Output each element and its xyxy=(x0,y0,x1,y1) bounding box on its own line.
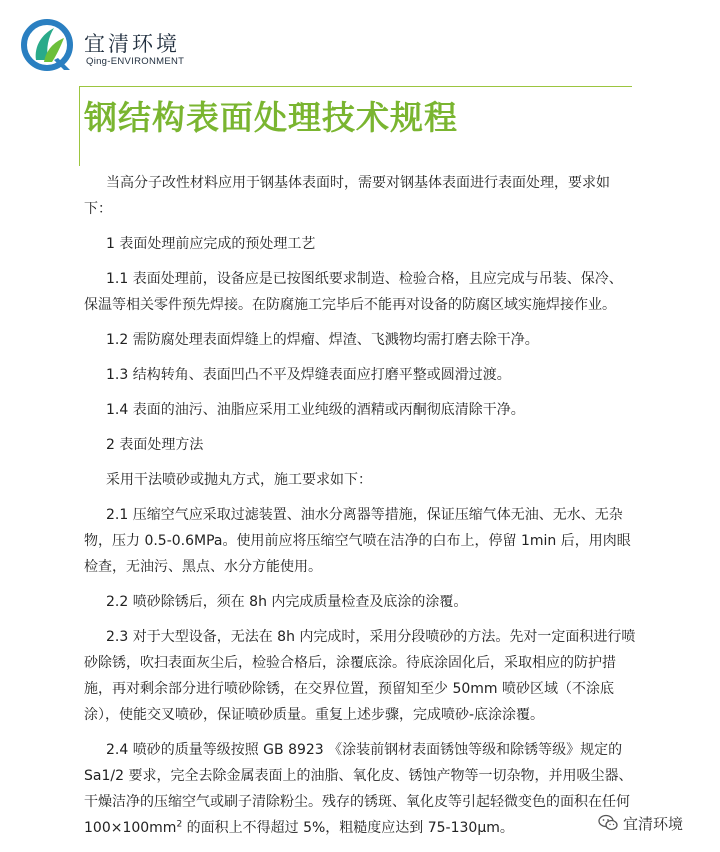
paragraph-text: 的面积上不得超过 5%，粗糙度应达到 75-130μm。 xyxy=(182,820,514,836)
paragraph: 2 表面处理方法 xyxy=(106,437,204,453)
paragraph-last xyxy=(84,737,636,841)
document-body xyxy=(84,170,636,850)
wechat-icon xyxy=(598,814,618,832)
brand-logo xyxy=(18,16,208,76)
paragraph: 采用干法喷砂或抛丸方式，施工要求如下： xyxy=(106,472,372,488)
paragraph: 2.1 压缩空气应采取过滤装置、油水分离器等措施，保证压缩气体无油、无水、无杂物，压力 0.5-0.6MPa。使用前应将压缩空气喷在洁净的白布上，停留 1min 后，用肉眼检查，无油污、黑点、水分方能使用。 xyxy=(84,507,631,575)
paragraph: 2.2 喷砂除锈后，须在 8h 内完成质量检查及底涂的涂覆。 xyxy=(106,594,468,610)
paragraph: 1.4 表面的油污、油脂应采用工业纯级的酒精或丙酮彻底清除干净。 xyxy=(106,402,525,418)
watermark-text: 宜清环境 xyxy=(623,814,684,833)
paragraph: 当高分子改性材料应用于钢基体表面时，需要对钢基体表面进行表面处理，要求如下： xyxy=(84,175,610,217)
watermark xyxy=(598,812,683,834)
paragraph: 1 表面处理前应完成的预处理工艺 xyxy=(106,236,316,252)
paragraph: 2.3 对于大型设备，无法在 8h 内完成时，采用分段喷砂的方法。先对一定面积进行喷砂除锈，吹扫表面灰尘后，检验合格后，涂覆底涂。待底涂固化后，采取相应的防护措施，再对剩余部分进行喷砂除锈，在交界位置，预留知至少 50mm 喷砂区域（不涂底涂），使能交叉喷砂，保证喷砂质量。重复上述步骤，完成喷砂-底涂涂覆。 xyxy=(84,629,636,723)
document-title: 钢结构表面处理技术规程 xyxy=(84,98,458,137)
brand-name-cn: 宜清环境 xyxy=(84,32,180,56)
logo-icon xyxy=(18,16,76,74)
title-rule-left xyxy=(79,86,80,166)
paragraph: 1.3 结构转角、表面凹凸不平及焊缝表面应打磨平整或圆滑过渡。 xyxy=(106,367,511,383)
brand-name-en: Qing-ENVIRONMENT xyxy=(86,56,185,67)
title-rule-top xyxy=(80,86,632,87)
superscript: 2 xyxy=(176,819,183,830)
paragraph-text: 2.4 喷砂的质量等级按照 GB 8923 《涂装前钢材表面锈蚀等级和除锈等级》规定的 Sa1/2 要求，完全去除金属表面上的油脂、氧化皮、锈蚀产物等一切杂物，并用吸尘器、干燥洁净的压缩空气或刷子清除粉尘。残存的锈斑、氧化皮等引起轻微变色的面积在任何 100×100mm xyxy=(84,742,633,836)
paragraph: 1.2 需防腐处理表面焊缝上的焊瘤、焊渣、飞溅物均需打磨去除干净。 xyxy=(106,332,539,348)
paragraph: 1.1 表面处理前，设备应是已按图纸要求制造、检验合格，且应完成与吊装、保冷、保温等相关零件预先焊接。在防腐施工完毕后不能再对设备的防腐区域实施焊接作业。 xyxy=(84,271,623,313)
